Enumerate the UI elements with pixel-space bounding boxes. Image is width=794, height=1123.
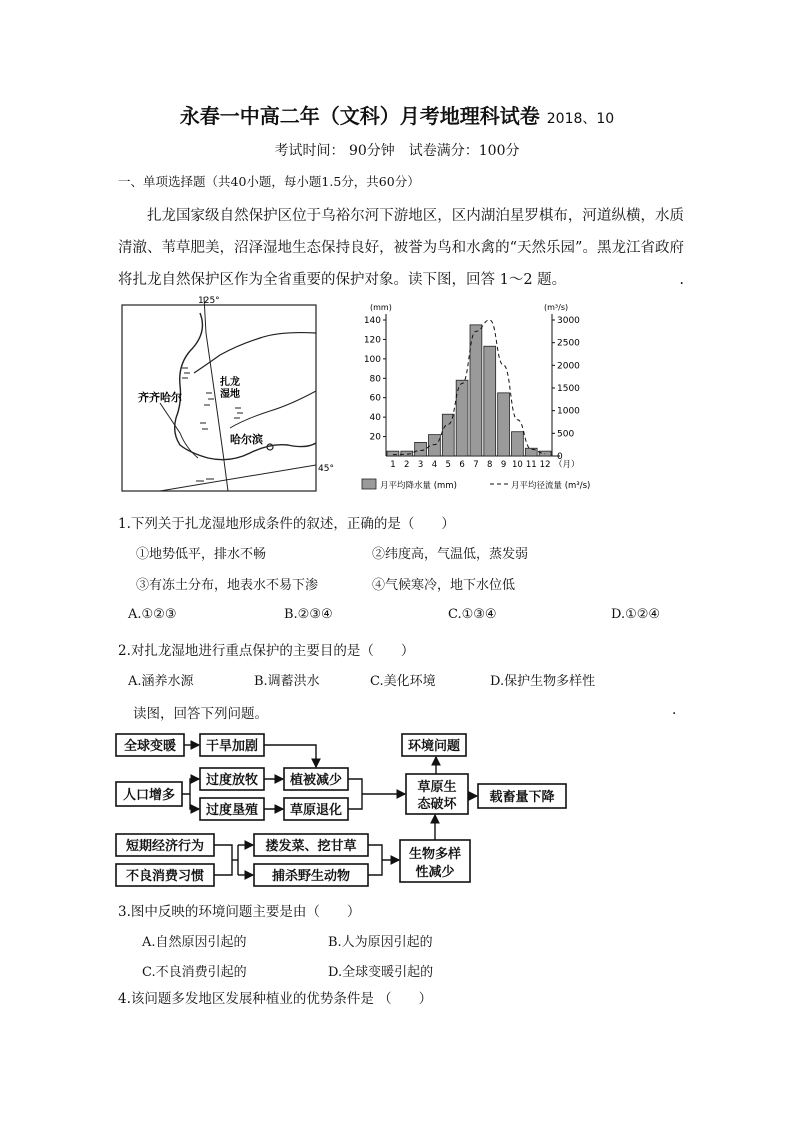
q1-option-a[interactable]: A.①②③ [128,607,177,622]
latitude-line [160,465,316,491]
right-tick-label: 500 [557,429,575,440]
label-capacity-drop: 载畜量下降 [489,790,555,805]
q1-option-c[interactable]: C.①③④ [448,607,497,622]
q1-stem: 1.下列关于扎龙湿地形成条件的叙述，正确的是（ ） [118,516,455,532]
label-veg-reduce: 植被减少 [289,773,343,788]
q2-option-a[interactable]: A.涵养水源 [128,674,194,689]
precip-bar [470,325,482,456]
label-drought: 干旱加剧 [205,739,259,754]
lat-label: 45° [318,464,334,474]
left-tick-label: 120 [363,335,381,346]
x-tick-label: 10 [512,460,523,470]
q1-option-b[interactable]: B.②③④ [284,607,333,622]
q3-option-c[interactable]: C.不良消费引起的 [142,965,247,980]
west-river [160,403,198,458]
x-tick-label: 6 [459,460,465,470]
left-tick-label: 80 [369,374,381,385]
precip-bar [484,346,496,456]
wetland-label-2: 湿地 [220,389,240,400]
exam-title [0,100,794,129]
legend-bar-swatch [362,479,376,489]
wetland-label-1: 扎龙 [220,377,240,388]
title-text: 永春一中高二年（文科）月考地理科试卷 [179,104,540,128]
q3-option-d[interactable]: D.全球变暖引起的 [328,965,434,980]
exam-info: 考试时间： 90分钟 试卷满分：100分 [274,143,520,159]
right-tick-label: 0 [557,452,563,462]
precip-bar [442,414,454,456]
q2-option-b[interactable]: B.调蓄洪水 [254,674,320,689]
precip-bar [387,451,399,456]
precip-bar [512,432,524,456]
label-population: 人口增多 [122,788,176,803]
q2-stem: 2.对扎龙湿地进行重点保护的主要目的是（ ） [118,643,415,659]
right-tick-label: 2000 [557,361,580,372]
precip-bar [498,393,510,456]
precip-bar [415,442,427,456]
label-grass-degrade: 草原退化 [289,803,343,818]
wuyuer-river [194,333,316,373]
tributary-river [230,391,316,428]
precip-bar [429,435,441,456]
lon-label: 125° [198,296,220,306]
right-axis-unit: (m³/s) [544,303,569,312]
precip-bar [456,380,468,456]
climate-chart [352,298,617,500]
label-overcultivation: 过度垦殖 [205,803,259,818]
x-tick-label: 5 [445,460,451,470]
label-dig-herbs: 搂发菜、挖甘草 [265,839,357,854]
read-figure-prompt: 读图，回答下列问题。 [133,706,268,722]
q3-option-a[interactable]: A.自然原因引起的 [142,935,247,950]
q1-statement-2: ②纬度高，气温低，蒸发弱 [372,547,529,562]
label-bio-2: 性减少 [415,865,455,880]
q2-option-c[interactable]: C.美化环境 [370,674,436,689]
q3-option-b[interactable]: B.人为原因引起的 [328,935,433,950]
left-axis-unit: (mm) [370,303,392,312]
x-tick-label: 2 [404,460,410,470]
left-tick-label: 40 [369,413,381,424]
q1-statement-1: ①地势低平，排水不畅 [136,547,267,562]
precip-bar [401,451,413,456]
exam-date: 2018、10 [546,111,615,127]
zhalong-map [120,293,348,498]
passage [118,200,684,296]
right-tick-label: 3000 [557,316,580,326]
left-tick-label: 60 [369,393,381,404]
q2-option-d[interactable]: D.保护生物多样性 [490,674,596,689]
q1-statement-4: ④气候寒冷，地下水位低 [372,578,516,593]
x-tick-label: 1 [390,460,396,470]
x-tick-label: 12 [539,460,551,470]
x-tick-label: 9 [500,460,507,470]
right-tick-label: 2500 [557,338,580,349]
q1-option-d[interactable]: D.①②④ [611,607,661,622]
x-tick-label: 8 [487,460,493,470]
passage-text: 扎龙国家级自然保护区位于乌裕尔河下游地区，区内湖泊星罗棋布，河道纵横，水质清澈、苇草肥美，沼泽湿地生态保持良好，被誉为鸟和水禽的“天然乐园”。黑龙江省政府将扎龙自然保护区作为全省重要的保护对象。读下图，回答 1～2 题。 [118,208,684,288]
q3-stem: 3.图中反映的环境问题主要是由（ ） [118,904,361,920]
label-bio-1: 生物多样 [408,847,462,862]
read-figure-dot: . [672,702,677,718]
left-tick-label: 20 [369,432,381,443]
right-tick-label: 1500 [557,384,580,394]
qiqihar-label: 齐齐哈尔 [138,391,182,404]
left-tick-label: 100 [363,354,381,365]
legend-line-label: 月平均径流量 (m³/s) [511,481,591,491]
legend-bar-label: 月平均降水量 (mm) [380,481,457,491]
q4-stem: 4.该问题多发地区发展种植业的优势条件是 （ ） [118,991,433,1007]
label-global-warming: 全球变暖 [123,739,177,754]
section-heading: 一、单项选择题（共40小题，每小题1.5分，共60分） [118,174,420,189]
harbin-label: 哈尔滨 [230,433,263,446]
x-tick-label: 7 [473,460,479,470]
label-env-problem: 环境问题 [407,739,461,754]
q1-statement-3: ③有冻土分布，地表水不易下渗 [136,578,319,593]
right-tick-label: 1000 [557,406,580,417]
flow-diagram [114,728,574,890]
label-eco-destroy-1: 草原生 [417,780,457,795]
label-short-econ: 短期经济行为 [125,839,205,854]
label-eco-destroy-2: 态破坏 [417,797,457,812]
label-overgrazing: 过度放牧 [205,773,259,788]
label-bad-consume: 不良消费习惯 [125,869,205,884]
x-unit-label: （月） [554,460,580,470]
x-tick-label: 3 [417,460,424,470]
x-tick-label: 4 [431,460,438,470]
label-hunt: 捕杀野生动物 [271,869,351,884]
left-tick-label: 140 [363,316,381,326]
passage-dot: . [679,272,684,288]
x-tick-label: 11 [525,460,537,470]
